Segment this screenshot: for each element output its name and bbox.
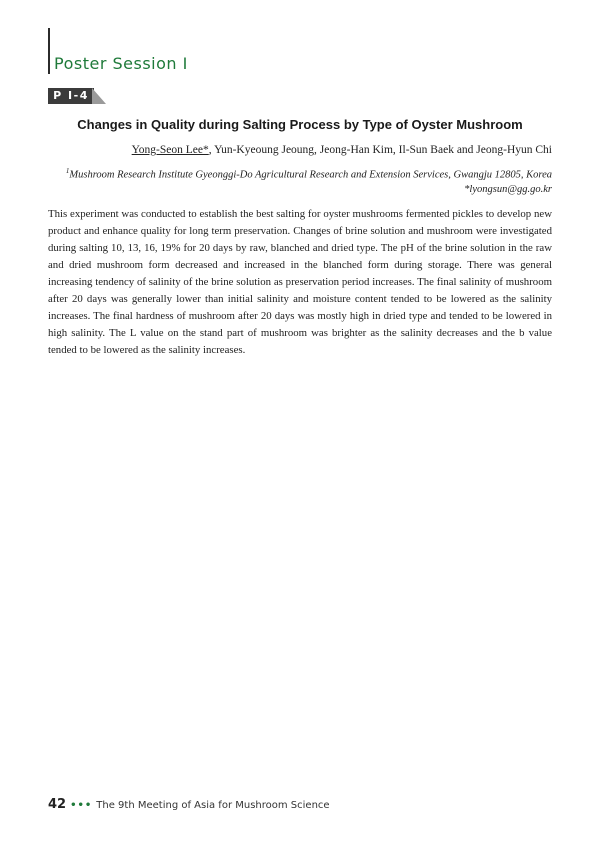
conference-name: The 9th Meeting of Asia for Mushroom Science bbox=[96, 800, 330, 811]
author-list bbox=[132, 144, 552, 156]
page-footer bbox=[48, 797, 330, 812]
presenting-author: Yong-Seon Lee* bbox=[131, 144, 209, 156]
badge-tail-shape bbox=[92, 88, 106, 104]
poster-id: P I-4 bbox=[48, 88, 94, 104]
paper-title: Changes in Quality during Salting Process by Type of Oyster Mushroom bbox=[77, 117, 523, 132]
footer-separator: ••• bbox=[70, 800, 93, 811]
coauthors: , Yun-Kyeoung Jeoung, Jeong-Han Kim, Il-Sun Baek and Jeong-Hyun Chi bbox=[208, 144, 552, 156]
affiliation-block bbox=[32, 164, 552, 197]
session-title: Poster Session I bbox=[54, 54, 188, 73]
poster-badge bbox=[48, 88, 106, 104]
affiliation: Mushroom Research Institute Gyeonggi-Do Agricultural Research and Extension Services, Gwangju 12805, Korea bbox=[69, 169, 552, 181]
page-number: 42 bbox=[48, 797, 67, 812]
session-divider bbox=[48, 28, 50, 74]
corresponding-email: *lyongsun@gg.go.kr bbox=[464, 183, 552, 195]
abstract-text: This experiment was conducted to establish the best salting for oyster mushrooms fermented pickles to develop new product and enhance quality for long term preservation. Changes of brine solution and mushroom were investigated during salting 10, 13, 16, 19% for 20 days by raw, blanched and dried type. The pH of the brine solution in the raw and dried mushroom form decreased and increased in the blanched form during storage. There was general increasing tendency of salinity of the brine solution as preservation period increases. The final salinity of mushroom after 20 days was generally lower than initial salinity and moisture content tended to be lowered as the salinity increases. The final hardness of mushroom after 20 days was mostly high in dried type and tended to be lowered in high salinity. The L value on the stand part of mushroom was brighter as the salinity decreases and the b value tended to be lowered as the salinity increases. bbox=[48, 208, 552, 356]
affiliation-marker: 1 bbox=[65, 167, 70, 175]
